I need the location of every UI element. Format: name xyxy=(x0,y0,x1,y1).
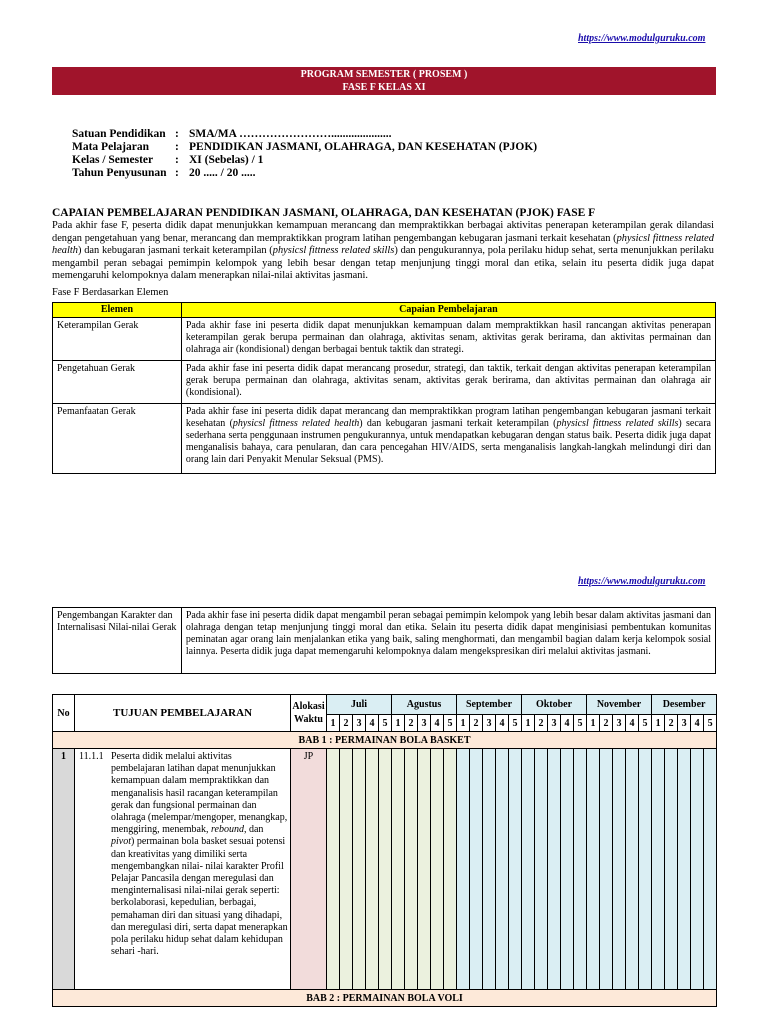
info-row xyxy=(72,154,537,167)
bab-header: BAB 2 : PERMAINAN BOLA VOLI xyxy=(53,990,717,1007)
info-value: PENDIDIKAN JASMANI, OLAHRAGA, DAN KESEHATAN (PJOK) xyxy=(189,141,538,153)
week-number: 5 xyxy=(509,715,522,732)
week-cell[interactable] xyxy=(327,749,340,990)
week-cell[interactable] xyxy=(457,749,470,990)
week-number: 2 xyxy=(535,715,548,732)
week-cell[interactable] xyxy=(600,749,613,990)
cell-italic: rebound xyxy=(210,824,244,836)
info-sep: : xyxy=(175,167,179,179)
week-cell[interactable] xyxy=(392,749,405,990)
info-sep: : xyxy=(175,154,179,166)
jp-cell: JP xyxy=(291,749,327,990)
week-cell[interactable] xyxy=(561,749,574,990)
tujuan-header: TUJUAN PEMBELAJARAN xyxy=(75,695,291,732)
info-value: SMA/MA ……………………..................... xyxy=(189,128,392,140)
header-link[interactable]: https://www.modulguruku.com xyxy=(578,576,706,587)
week-number: 1 xyxy=(327,715,340,732)
elemen-cell: Pengetahuan Gerak xyxy=(53,361,182,404)
week-cell[interactable] xyxy=(353,749,366,990)
schedule-table xyxy=(52,694,717,1007)
table-row xyxy=(53,404,716,474)
cell-italic: physicsl fittness related health xyxy=(232,418,360,429)
paragraph-text: ) dan pengukurannya, pola perilaku hidup sehat, serta menunjukkan perilaku mengambil peran sebagai pemimpin kelompok yang lebih besar dengan tetap menjunjung tinggi moral dan etika, selain itu peserta didik juga dapat memengaruhi kelompoknya dalam menerapkan nilai-nilai aktivitas jasmani. xyxy=(52,245,714,281)
week-cell[interactable] xyxy=(678,749,691,990)
banner-title: PROGRAM SEMESTER ( PROSEM ) xyxy=(300,69,468,80)
week-number: 4 xyxy=(691,715,704,732)
week-cell[interactable] xyxy=(535,749,548,990)
week-cell[interactable] xyxy=(418,749,431,990)
tujuan-text xyxy=(111,751,288,958)
fase-label: Fase F Berdasarkan Elemen xyxy=(52,287,169,298)
week-number: 2 xyxy=(340,715,353,732)
month-header: Juli xyxy=(327,695,392,715)
capaian-cell: Pada akhir fase ini peserta didik dapat menunjukkan kemampuan dalam mempraktikkan hasil rancangan aktivitas penerapan keterampilan gerak berupa permainan dan olahraga, aktivitas senam, aktivitas gerak berirama, dan aktivitas permainan dan olahraga air (kondisional) dengan berbagai bentuk taktik dan strategi. xyxy=(181,318,715,361)
capaian-cell xyxy=(181,404,715,474)
week-number: 5 xyxy=(639,715,652,732)
week-cell[interactable] xyxy=(405,749,418,990)
week-cell[interactable] xyxy=(652,749,665,990)
section-paragraph xyxy=(52,220,714,283)
paragraph-text: Pada akhir fase F, peserta didik dapat menunjukkan kemampuan merancang dan mempraktikkan berbagai aktivitas penerapan keterampilan gerak dilandasi dengan pengetahuan yang benar, merancang dan mempraktikkan program latihan pengembangan kebugaran jasmani terkait kesehatan ( xyxy=(52,220,714,244)
cell-text: Peserta didik melalui aktivitas pembelajaran latihan dapat menunjukkan kemampuan dalam mempraktikkan dan menganalisis hasil racangan keterampilan gerak dan fungsional permainan dan olahraga (melempar/mengoper, menangkap, menggiring, menembak, xyxy=(111,751,288,836)
identity-block xyxy=(72,128,537,180)
info-sep: : xyxy=(175,128,179,140)
info-label: Tahun Penyusunan xyxy=(72,167,167,179)
no-header: No xyxy=(53,695,75,732)
cell-text: ) secara sederhana serta penggunaan instrumen pengukurannya, untuk mendapatkan kebugaran dengan status baik. Peserta didik juga dapat menganalisis bahaya, cara penularan, dan cara pencegahan HIV/AIDS, serta menganalisis langkah-langkah melindungi diri dan orang lain dari Penyakit Menular Seksual (PMS). xyxy=(185,418,711,465)
elemen-table xyxy=(52,302,716,474)
week-cell[interactable] xyxy=(665,749,678,990)
cell-text: ) permainan bola basket sesuai potensi dan kreativitas yang dimiliki serta mengembangkan nilai- nilai karakter Profil Pelajar Pancasila dengan meregulasi dan menginternalisasi nilai-nilai gerak seperti: berkolaborasi, kepedulian, berbagai, pemahaman diri dan situasi yang dihadapi, dan meregulasi diri, serta dapat menerapkan pola perilaku hidup sehat dalam kehidupan sehari -hari. xyxy=(111,836,288,958)
week-cell[interactable] xyxy=(444,749,457,990)
week-cell[interactable] xyxy=(548,749,561,990)
week-cell[interactable] xyxy=(639,749,652,990)
month-header: Oktober xyxy=(522,695,587,715)
table-row xyxy=(53,608,716,674)
week-number: 2 xyxy=(600,715,613,732)
month-header: September xyxy=(457,695,522,715)
week-number: 1 xyxy=(587,715,600,732)
info-label: Mata Pelajaran xyxy=(72,141,149,153)
capaian-cell: Pada akhir fase ini peserta didik dapat mengambil peran sebagai pemimpin kelompok yang lebih besar dalam aktivitas jasmani dan olahraga dengan tetap menjunjung tinggi moral dan etika. Selain itu peserta didik dapat menginisiasi pembentukan komunitas peminatan agar orang lain menjalankan etika yang baik, saling menghormati, dan mengambil bagian dalam kerja kelompok sosial lainnya. Peserta didik juga dapat memengaruhi kelompoknya dalam mengekspresikan diri melalui aktivitas jasmani. xyxy=(181,608,715,674)
week-number: 1 xyxy=(457,715,470,732)
cell-italic: pivot xyxy=(111,836,131,848)
table-row xyxy=(53,318,716,361)
week-number: 3 xyxy=(548,715,561,732)
cell-text: , dan xyxy=(243,824,264,836)
week-cell[interactable] xyxy=(379,749,392,990)
cell-text: Pada akhir fase ini peserta didik dapat merancang dan mempraktikkan program latihan pengembangan kebugaran jasmani terkait kesehatan ( xyxy=(185,406,711,429)
week-number: 3 xyxy=(678,715,691,732)
week-number: 4 xyxy=(561,715,574,732)
week-cell[interactable] xyxy=(704,749,717,990)
week-cell[interactable] xyxy=(340,749,353,990)
section-title: CAPAIAN PEMBELAJARAN PENDIDIKAN JASMANI, OLAHRAGA, DAN KESEHATAN (PJOK) FASE F xyxy=(52,207,596,219)
info-sep: : xyxy=(175,141,179,153)
info-label: Satuan Pendidikan xyxy=(72,128,166,140)
row-number: 1 xyxy=(53,749,75,990)
info-value: 20 ..... / 20 ..... xyxy=(189,167,256,179)
elemen-table-continued xyxy=(52,607,716,674)
bab-header: BAB 1 : PERMAINAN BOLA BASKET xyxy=(53,732,717,749)
week-number: 5 xyxy=(444,715,457,732)
month-header: November xyxy=(587,695,652,715)
week-cell[interactable] xyxy=(691,749,704,990)
week-number: 3 xyxy=(483,715,496,732)
tujuan-code: 11.1.1 xyxy=(79,751,104,762)
month-header: Desember xyxy=(652,695,717,715)
week-cell[interactable] xyxy=(470,749,483,990)
elemen-header: Elemen xyxy=(53,303,182,318)
elemen-cell: Pemanfaatan Gerak xyxy=(53,404,182,474)
week-number: 5 xyxy=(704,715,717,732)
week-number: 1 xyxy=(522,715,535,732)
elemen-cell: Pengembangan Karakter dan Internalisasi Nilai-nilai Gerak xyxy=(53,608,182,674)
week-number: 2 xyxy=(665,715,678,732)
capaian-header: Capaian Pembelajaran xyxy=(181,303,715,318)
week-number: 2 xyxy=(405,715,418,732)
header-link[interactable]: https://www.modulguruku.com xyxy=(578,33,706,44)
info-label: Kelas / Semester xyxy=(72,154,154,166)
week-number: 2 xyxy=(470,715,483,732)
cell-italic: physicsl fittness related skills xyxy=(556,418,679,429)
paragraph-text: ) dan kebugaran jasmani terkait keterampilan ( xyxy=(77,245,273,256)
week-number: 4 xyxy=(626,715,639,732)
week-cell[interactable] xyxy=(626,749,639,990)
elemen-cell: Keterampilan Gerak xyxy=(53,318,182,361)
week-cell[interactable] xyxy=(496,749,509,990)
capaian-cell: Pada akhir fase ini peserta didik dapat merancang prosedur, strategi, dan taktik, terkait dengan aktivitas penerapan keterampilan gerak berupa permainan dan olahraga, aktivitas senam, aktivitas gerak berirama, dan aktivitas permainan dan olahraga air (kondisional). xyxy=(181,361,715,404)
info-row xyxy=(72,167,537,180)
title-banner xyxy=(52,67,716,95)
week-cell[interactable] xyxy=(613,749,626,990)
week-number: 4 xyxy=(496,715,509,732)
week-cell[interactable] xyxy=(587,749,600,990)
week-cell[interactable] xyxy=(366,749,379,990)
week-cell[interactable] xyxy=(522,749,535,990)
tujuan-cell xyxy=(75,749,291,990)
info-row xyxy=(72,141,537,154)
week-number: 3 xyxy=(353,715,366,732)
month-header: Agustus xyxy=(392,695,457,715)
week-number: 3 xyxy=(418,715,431,732)
week-cell[interactable] xyxy=(431,749,444,990)
cell-text: ) dan kebugaran jasmani terkait keterampilan ( xyxy=(359,418,557,429)
week-number: 1 xyxy=(652,715,665,732)
info-row xyxy=(72,128,537,141)
week-number: 3 xyxy=(613,715,626,732)
week-cell[interactable] xyxy=(574,749,587,990)
banner-subtitle: FASE F KELAS XI xyxy=(342,82,426,93)
week-cell[interactable] xyxy=(509,749,522,990)
week-cell[interactable] xyxy=(483,749,496,990)
table-row xyxy=(53,361,716,404)
info-value: XI (Sebelas) / 1 xyxy=(189,154,264,166)
week-number: 1 xyxy=(392,715,405,732)
paragraph-italic: physicsl fittness related skills xyxy=(272,245,395,256)
week-number: 4 xyxy=(366,715,379,732)
paragraph-italic: physicsl fittness related health xyxy=(52,232,714,256)
week-number: 5 xyxy=(574,715,587,732)
week-number: 4 xyxy=(431,715,444,732)
week-number: 5 xyxy=(379,715,392,732)
alokasi-header: Alokasi Waktu xyxy=(291,695,327,732)
